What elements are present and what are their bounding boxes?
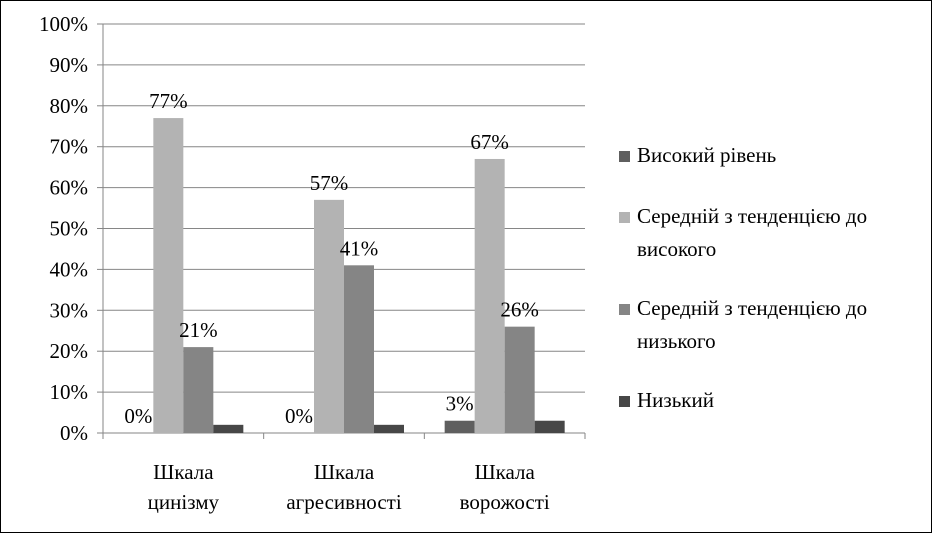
- legend-swatch: [619, 212, 630, 223]
- y-tick-label: 90%: [49, 52, 88, 77]
- y-tick-label: 60%: [49, 175, 88, 200]
- legend-label: Середній з тенденцією до: [637, 204, 868, 228]
- data-label: 57%: [309, 170, 349, 195]
- y-tick-label: 10%: [49, 380, 88, 405]
- y-tick-label: 50%: [49, 216, 88, 241]
- data-label: 3%: [445, 391, 474, 416]
- x-category-label: Шкала ворожості: [459, 460, 550, 514]
- bar: [344, 265, 374, 433]
- legend-item: [619, 384, 924, 417]
- legend-label: високого: [637, 237, 717, 261]
- data-label: 21%: [179, 318, 218, 343]
- y-tick-label: 40%: [49, 257, 88, 282]
- y-tick-label: 70%: [49, 134, 88, 159]
- bar: [183, 347, 213, 433]
- bar: [213, 425, 243, 433]
- legend-swatch: [619, 396, 630, 407]
- data-label: 41%: [339, 236, 379, 261]
- legend-label: низького: [637, 329, 716, 353]
- bar: [475, 159, 505, 433]
- bar: [314, 200, 344, 433]
- bar: [153, 118, 183, 433]
- legend-label: Низький: [637, 388, 714, 412]
- legend-gap: [619, 174, 924, 200]
- bar: [505, 327, 535, 433]
- legend-gap: [619, 364, 924, 384]
- x-category-label: Шкала агресивності: [286, 460, 402, 514]
- legend-item: [619, 139, 924, 172]
- y-tick-label: 0%: [60, 421, 88, 445]
- y-tick-label: 30%: [49, 298, 88, 323]
- legend-swatch: [619, 151, 630, 162]
- x-category-label: Шкала цинізму: [147, 460, 220, 514]
- data-label: 77%: [149, 89, 188, 114]
- legend: [619, 139, 924, 419]
- data-label: 0%: [285, 404, 313, 428]
- data-label: 0%: [124, 404, 153, 428]
- bar: [374, 425, 404, 433]
- bar: [535, 421, 565, 433]
- legend-label: Високий рівень: [637, 143, 777, 167]
- bars: [153, 118, 564, 433]
- legend-swatch: [619, 304, 630, 315]
- data-label: 67%: [470, 129, 509, 154]
- legend-label: Середній з тенденцією до: [637, 296, 868, 320]
- legend-item: [619, 292, 924, 358]
- y-tick-label: 100%: [39, 12, 88, 36]
- y-tick-label: 80%: [49, 93, 88, 118]
- legend-item: [619, 200, 924, 266]
- bar: [445, 421, 475, 433]
- legend-gap: [619, 272, 924, 292]
- data-label: 26%: [500, 297, 539, 322]
- y-tick-label: 20%: [49, 339, 88, 364]
